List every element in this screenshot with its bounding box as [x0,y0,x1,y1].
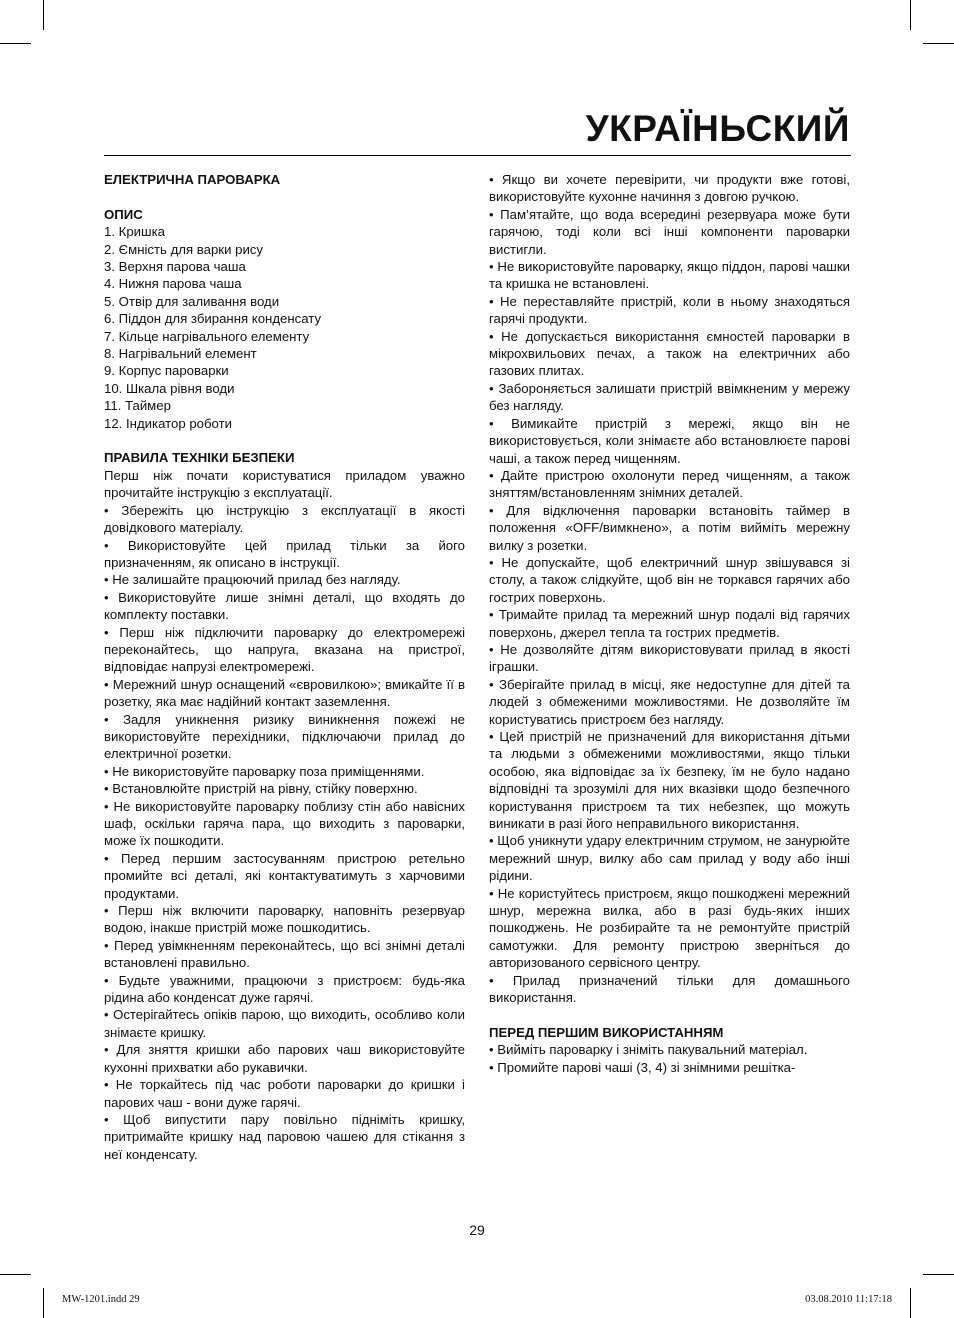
safety-paragraph: • Встановлюйте пристрій на рівну, стійку поверхню. [104,781,418,797]
safety-paragraph: • Для зняття кришки або парових чаш використовуйте кухонні прихватки або рукавички. [104,1042,465,1075]
safety-paragraph: • Не використовуйте пароварку поблизу стін або навісних шаф, оскільки гаряча пара, що виходить з пароварки, може їх пошкодити. [104,798,465,849]
safety-paragraph: • Не переставляйте пристрій, коли в ньому знаходяться гарячі продукти. [489,293,850,327]
safety-paragraph: • Зберігайте прилад в місці, яке недоступне для дітей та людей з обмеженими можливостями. Не дозволяйте їм користуватись пристроєм без нагляду. [489,676,850,727]
list-item: 2. Ємність для варки рису [104,241,263,257]
safety-paragraph: • Перш ніж підключити пароварку до електромережі переконайтесь, що напруга, вказана на пристрої, відповідає напрузі електромережі. [104,624,465,675]
safety-paragraph: • Вимикайте пристрій з мережі, якщо він не використовується, коли знімаєте або встановлюєте парові чаші, а також перед чищенням. [489,415,850,466]
safety-paragraph: • Будьте уважними, працюючи з пристроєм: будь-яка рідина або конденсат дуже гарячі. [104,972,465,1006]
safety-paragraph: • Щоб випустити пару повільно підніміть кришку, притримайте кришку над паровою чашею для стікання з неї конденсату. [104,1111,465,1162]
page-number: 29 [469,1222,485,1238]
safety-heading: ПРАВИЛА ТЕХНІКИ БЕЗПЕКИ [104,450,295,466]
list-item: 6. Піддон для збирання конденсату [104,311,322,327]
safety-paragraph: • Використовуйте цей прилад тільки за його призначенням, як описано в інструкції. [104,537,465,570]
safety-paragraph: • Використовуйте лише знімні деталі, що входять до комплекту поставки. [104,589,465,623]
safety-paragraph: • Не дозволяйте дітям використовувати прилад в якості іграшки. [489,641,850,675]
safety-paragraph: • Остерігайтесь опіків парою, що виходить, особливо коли знімаєте кришку. [104,1007,465,1040]
title-rule [104,155,851,156]
safety-paragraph: • Перш ніж включити пароварку, наповніть резервуар водою, інакше пристрій може пошкодитись. [104,903,465,936]
safety-paragraph: • Для відключення пароварки встановіть таймер в положення «OFF/вимкнено», а потім вийміть мережну вилку з розетки. [489,502,850,553]
first-use-heading: ПЕРЕД ПЕРШИМ ВИКОРИСТАННЯМ [489,1024,724,1040]
crop-mark [0,43,31,44]
safety-paragraph: • Збережіть цю інструкцію з експлуатації в якості довідкового матеріалу. [104,502,465,536]
safety-paragraph: • Цей пристрій не призначений для використання дітьми та людьми з обмеженими можливостями, якщо тільки особою, яка відповідає за їх безпеку, їм не було надано відповідні та зрозумілі для них вказівки щодо безпечного користування пристроєм та тих небезпек, що можуть виникати в разі його неправильного використання. [489,729,850,832]
safety-paragraph: • Не використовуйте пароварку поза приміщеннями. [104,763,425,779]
safety-paragraph: • Щоб уникнути удару електричним струмом, не занурюйте мережний шнур, вилку або сам прилад у воду або інші рідини. [489,833,850,884]
footer-timestamp: 03.08.2010 11:17:18 [805,1294,892,1305]
crop-mark [43,1288,44,1318]
list-item: 9. Корпус пароварки [104,363,229,379]
safety-paragraph: • Якщо ви хочете перевірити, чи продукти вже готові, використовуйте кухонне начиння з довгою ручкою. [489,172,850,205]
safety-paragraph: • Задля уникнення ризику виникнення пожежі не використовуйте перехідники, підключаючи прилад до електричної розетки. [104,711,465,762]
safety-paragraph: • Не користуйтесь пристроєм, якщо пошкоджені мережний шнур, мережна вилка, або в разі будь-яких інших пошкоджень. Не розбирайте та не ремонтуйте пристрій самотужки. Для ремонту пристрою зверніться до авторизованого сервісного центру. [489,885,850,971]
safety-paragraph: • Прилад призначений тільки для домашнього використання. [489,972,850,1006]
safety-paragraph: • Забороняється залишати пристрій ввімкненим у мережу без нагляду. [489,380,850,414]
list-item: 5. Отвір для заливання води [104,293,280,309]
safety-paragraph: • Перед увімкненням переконайтесь, що всі знімні деталі встановлені правильно. [104,937,465,971]
crop-mark [910,0,911,30]
footer-file: MW-1201.indd 29 [62,1294,140,1305]
crop-mark [923,43,954,44]
left-column [104,171,465,1163]
crop-mark [0,1274,31,1275]
parts-list [104,223,465,432]
safety-paragraph: • Не допускайте, щоб електричний шнур звішувався зі столу, а також слідкуйте, щоб він не торкався гарячих або гострих поверхонь. [489,554,850,605]
first-use-paragraph: • Промийте парові чаші (3, 4) зі знімними решітка- [489,1059,796,1075]
list-item: 7. Кільце нагрівального елементу [104,328,310,344]
crop-mark [923,1274,954,1275]
first-use-paragraph: • Вийміть пароварку і зніміть пакувальний матеріал. [489,1042,808,1058]
page-title: УКРАЇНЬСКИЙ [585,108,850,149]
list-item: 10. Шкала рівня води [104,380,235,396]
crop-mark [43,0,44,30]
safety-paragraph: • Не торкайтесь під час роботи пароварки до кришки і парових чаш - вони дуже гарячі. [104,1077,465,1110]
list-item: 11. Таймер [104,398,171,414]
safety-paragraph: • Дайте пристрою охолонути перед чищенням, а також зняттям/встановленням знімних деталей. [489,467,850,501]
safety-paragraph: • Пам’ятайте, що вода всередині резервуара може бути гарячою, тоді коли всі інші компоненти пароварки вистигли. [489,206,850,257]
list-item: 1. Кришка [104,224,166,240]
safety-paragraph: • Не залишайте працюючий прилад без нагляду. [104,572,401,588]
list-item: 3. Верхня парова чаша [104,259,246,275]
list-item: 12. Індикатор роботи [104,415,233,431]
description-heading: ОПИС [104,206,143,222]
safety-paragraph: • Не допускається використання ємностей пароварки в мікрохвильових печах, а також на електричних або газових плитах. [489,328,850,379]
safety-paragraph: • Тримайте прилад та мережний шнур подалі від гарячих поверхонь, джерел тепла та гострих предметів. [489,607,850,640]
safety-paragraph: • Перед першим застосуванням пристрою ретельно промийте всі деталі, які контактуватимуть з харчовими продуктами. [104,850,465,901]
crop-mark [910,1288,911,1318]
list-item: 4. Нижня парова чаша [104,276,242,292]
safety-paragraph: • Мережний шнур оснащений «євровилкою»; вмикайте її в розетку, яка має надійний контакт заземлення. [104,676,465,710]
main-heading: ЕЛЕКТРИЧНА ПАРОВАРКА [104,172,281,187]
list-item: 8. Нагрівальний елемент [104,346,257,362]
safety-paragraph: • Не використовуйте пароварку, якщо піддон, парові чашки та кришка не встановлені. [489,259,850,292]
safety-paragraph: Перш ніж почати користуватися приладом уважно прочитайте інструкцію з експлуатації. [104,467,465,501]
right-column [489,171,850,1076]
